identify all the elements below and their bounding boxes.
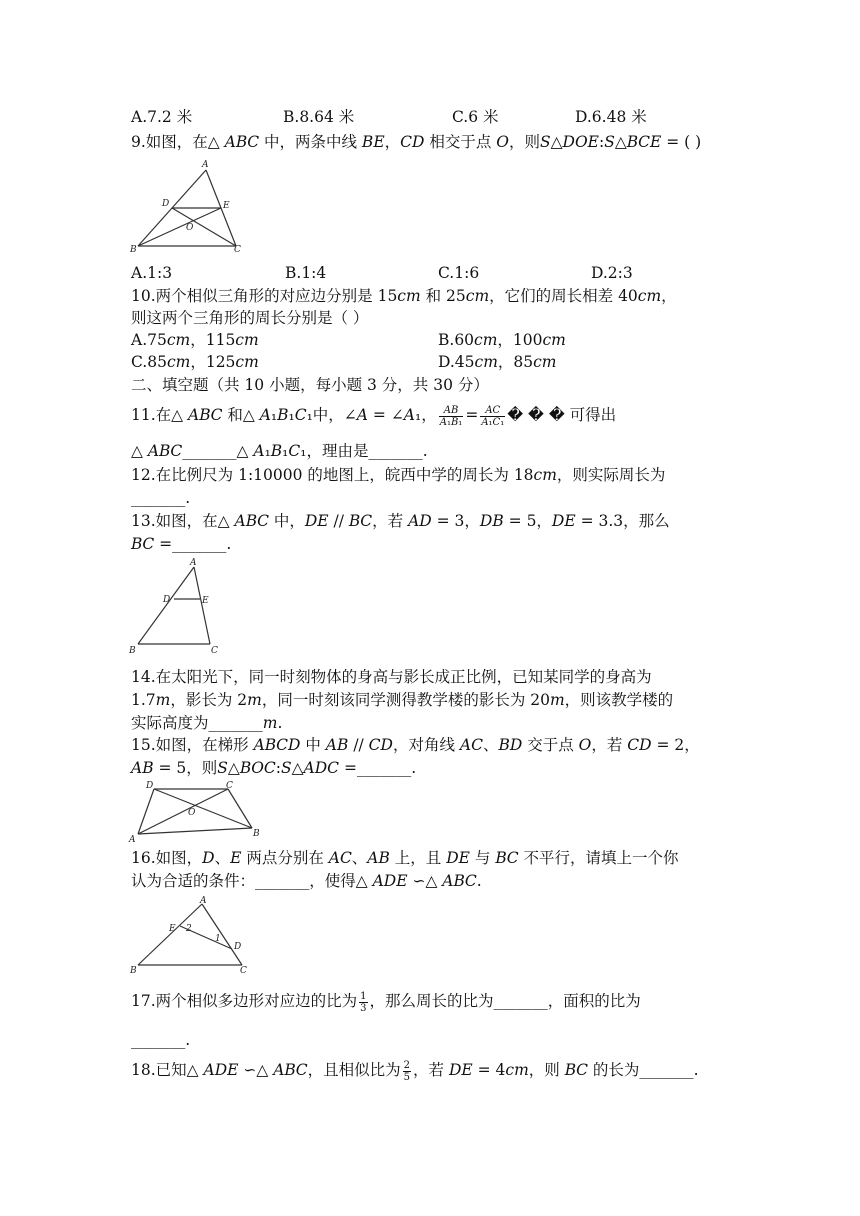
q15-figure xyxy=(126,778,266,846)
section-heading: 二、填空题（共 10 小题，每小题 3 分，共 30 分） xyxy=(131,376,489,394)
q11-stem-b: � � � 可得出 xyxy=(507,406,617,424)
q16-label-a: A xyxy=(200,896,207,906)
q14-line1: 14.在太阳光下，同一时刻物体的身高与影长成正比例，已知某同学的身高为 xyxy=(131,668,652,686)
q17-fraction xyxy=(359,991,367,1014)
q10-stem-line1: 10.两个相似三角形的对应边分别是 15𝑐𝑚 和 25𝑐𝑚，它们的周长相差 40𝑐𝑚， xyxy=(131,287,677,305)
q16-label-angle-1: 1 xyxy=(215,934,221,944)
q10-option-a: A.75𝑐𝑚，115𝑐𝑚 xyxy=(131,331,259,349)
q18-frac-den: 5 xyxy=(403,1071,411,1083)
q16-label-b: B xyxy=(130,966,137,976)
q13-line2: 𝐵𝐶 =_______. xyxy=(131,535,232,553)
q9-stem: 9.如图，在△ 𝐴𝐵𝐶 中，两条中线 𝐵𝐸，𝐶𝐷 相交于点 𝑂，则𝑆△𝐷𝑂𝐸:𝑆△𝐵𝐶𝐸 = ( ) xyxy=(131,133,702,151)
q13-label-e: E xyxy=(202,596,209,606)
q17-stem-b: ，那么周长的比为_______，面积的比为 xyxy=(369,992,641,1010)
q13-label-c: C xyxy=(211,646,218,656)
q15-label-d: D xyxy=(146,781,154,791)
q9-option-c: C.1:6 xyxy=(438,264,480,282)
q16-label-angle-2: 2 xyxy=(186,924,192,934)
q9-label-b: B xyxy=(130,245,137,255)
q13-line1: 13.如图，在△ 𝐴𝐵𝐶 中，𝐷𝐸 // 𝐵𝐶，若 𝐴𝐷 = 3，𝐷𝐵 = 5，𝐷𝐸 = 3.3，那么 xyxy=(131,512,670,530)
q16-label-e: E xyxy=(169,924,176,934)
q11-line1 xyxy=(131,404,616,428)
q16-line1: 16.如图，𝐷、𝐸 两点分别在 𝐴𝐶、𝐴𝐵 上，且 𝐷𝐸 与 𝐵𝐶 不平行，请填上一个你 xyxy=(131,849,679,867)
q15-label-c: C xyxy=(226,781,233,791)
q11-line2: △ 𝐴𝐵𝐶_______△ 𝐴₁𝐵₁𝐶₁，理由是_______. xyxy=(131,442,428,460)
q16-line2: 认为合适的条件：_______，使得△ 𝐴𝐷𝐸 ∽△ 𝐴𝐵𝐶. xyxy=(131,872,482,890)
q15-label-b: B xyxy=(253,829,260,839)
q16-label-c: C xyxy=(240,966,247,976)
q16-figure xyxy=(126,894,266,980)
q9-label-d: D xyxy=(162,199,170,209)
q16-label-d: D xyxy=(234,942,242,952)
q14-line2: 1.7𝑚，影长为 2𝑚，同一时刻该同学测得教学楼的影长为 20𝑚，则该教学楼的 xyxy=(131,691,674,709)
q9-option-d: D.2:3 xyxy=(591,264,633,282)
q12-line2: _______. xyxy=(131,489,191,507)
q18-stem-a: 18.已知△ 𝐴𝐷𝐸 ∽△ 𝐴𝐵𝐶，且相似比为 xyxy=(131,1061,401,1079)
q13-label-a: A xyxy=(190,558,197,568)
q13-label-b: B xyxy=(129,646,136,656)
q18-frac-num: 2 xyxy=(403,1059,411,1071)
q9-label-o: O xyxy=(186,223,194,233)
q8-option-b: B.8.64 米 xyxy=(283,108,355,126)
q15-label-o: O xyxy=(188,808,196,818)
q9-label-a: A xyxy=(202,160,209,170)
q15-label-a: A xyxy=(129,835,136,845)
q17-stem-a: 17.两个相似多边形对应边的比为 xyxy=(131,992,358,1010)
q9-option-a: A.1:3 xyxy=(131,264,173,282)
q11-frac2-num: 𝐴𝐶 xyxy=(480,405,505,417)
q15-line2: 𝐴𝐵 = 5，则𝑆△𝐵𝑂𝐶:𝑆△𝐴𝐷𝐶 =_______. xyxy=(131,759,417,777)
q11-frac1-num: 𝐴𝐵 xyxy=(439,405,464,417)
q8-option-a: A.7.2 米 xyxy=(131,108,193,126)
q13-label-d: D xyxy=(163,595,171,605)
q11-fraction-1 xyxy=(439,405,464,428)
q17-frac-den: 3 xyxy=(360,1002,367,1014)
q8-option-c: C.6 米 xyxy=(452,108,499,126)
q9-label-c: C xyxy=(234,245,241,255)
q11-frac1-den: 𝐴₁𝐵₁ xyxy=(439,416,463,428)
q11-fraction-2 xyxy=(480,405,505,428)
q11-equals: = xyxy=(465,406,479,424)
q10-option-b: B.60𝑐𝑚，100𝑐𝑚 xyxy=(438,331,566,349)
q9-figure xyxy=(126,156,256,256)
q11-frac2-den: 𝐴₁𝐶₁ xyxy=(481,416,505,428)
q11-stem-a: 11.在△ 𝐴𝐵𝐶 和△ 𝐴₁𝐵₁𝐶₁中，∠𝐴 = ∠𝐴₁， xyxy=(131,406,437,424)
q9-option-b: B.1:4 xyxy=(285,264,327,282)
q17-line1 xyxy=(131,990,641,1014)
q17-frac-num: 1 xyxy=(360,990,367,1002)
q17-line2: _______. xyxy=(131,1031,191,1049)
q10-stem-line2: 则这两个三角形的周长分别是（ ） xyxy=(131,309,369,327)
q18-stem-b: ，若 𝐷𝐸 = 4𝑐𝑚，则 𝐵𝐶 的长为_______. xyxy=(413,1061,699,1079)
q9-label-e: E xyxy=(223,201,230,211)
q18-line1 xyxy=(131,1059,699,1083)
q10-option-c: C.85𝑐𝑚，125𝑐𝑚 xyxy=(131,353,259,371)
q18-fraction xyxy=(403,1060,411,1083)
q15-line1: 15.如图，在梯形 𝐴𝐵𝐶𝐷 中 𝐴𝐵 // 𝐶𝐷，对角线 𝐴𝐶、𝐵𝐷 交于点 𝑂，若 𝐶𝐷 = 2， xyxy=(131,736,700,754)
q10-option-d: D.45𝑐𝑚，85𝑐𝑚 xyxy=(438,353,557,371)
q14-line3: 实际高度为_______𝑚. xyxy=(131,714,283,732)
q8-option-d: D.6.48 米 xyxy=(575,108,647,126)
q12-line1: 12.在比例尺为 1:10000 的地图上，皖西中学的周长为 18𝑐𝑚，则实际周长为 xyxy=(131,466,666,484)
q13-figure xyxy=(126,556,226,656)
